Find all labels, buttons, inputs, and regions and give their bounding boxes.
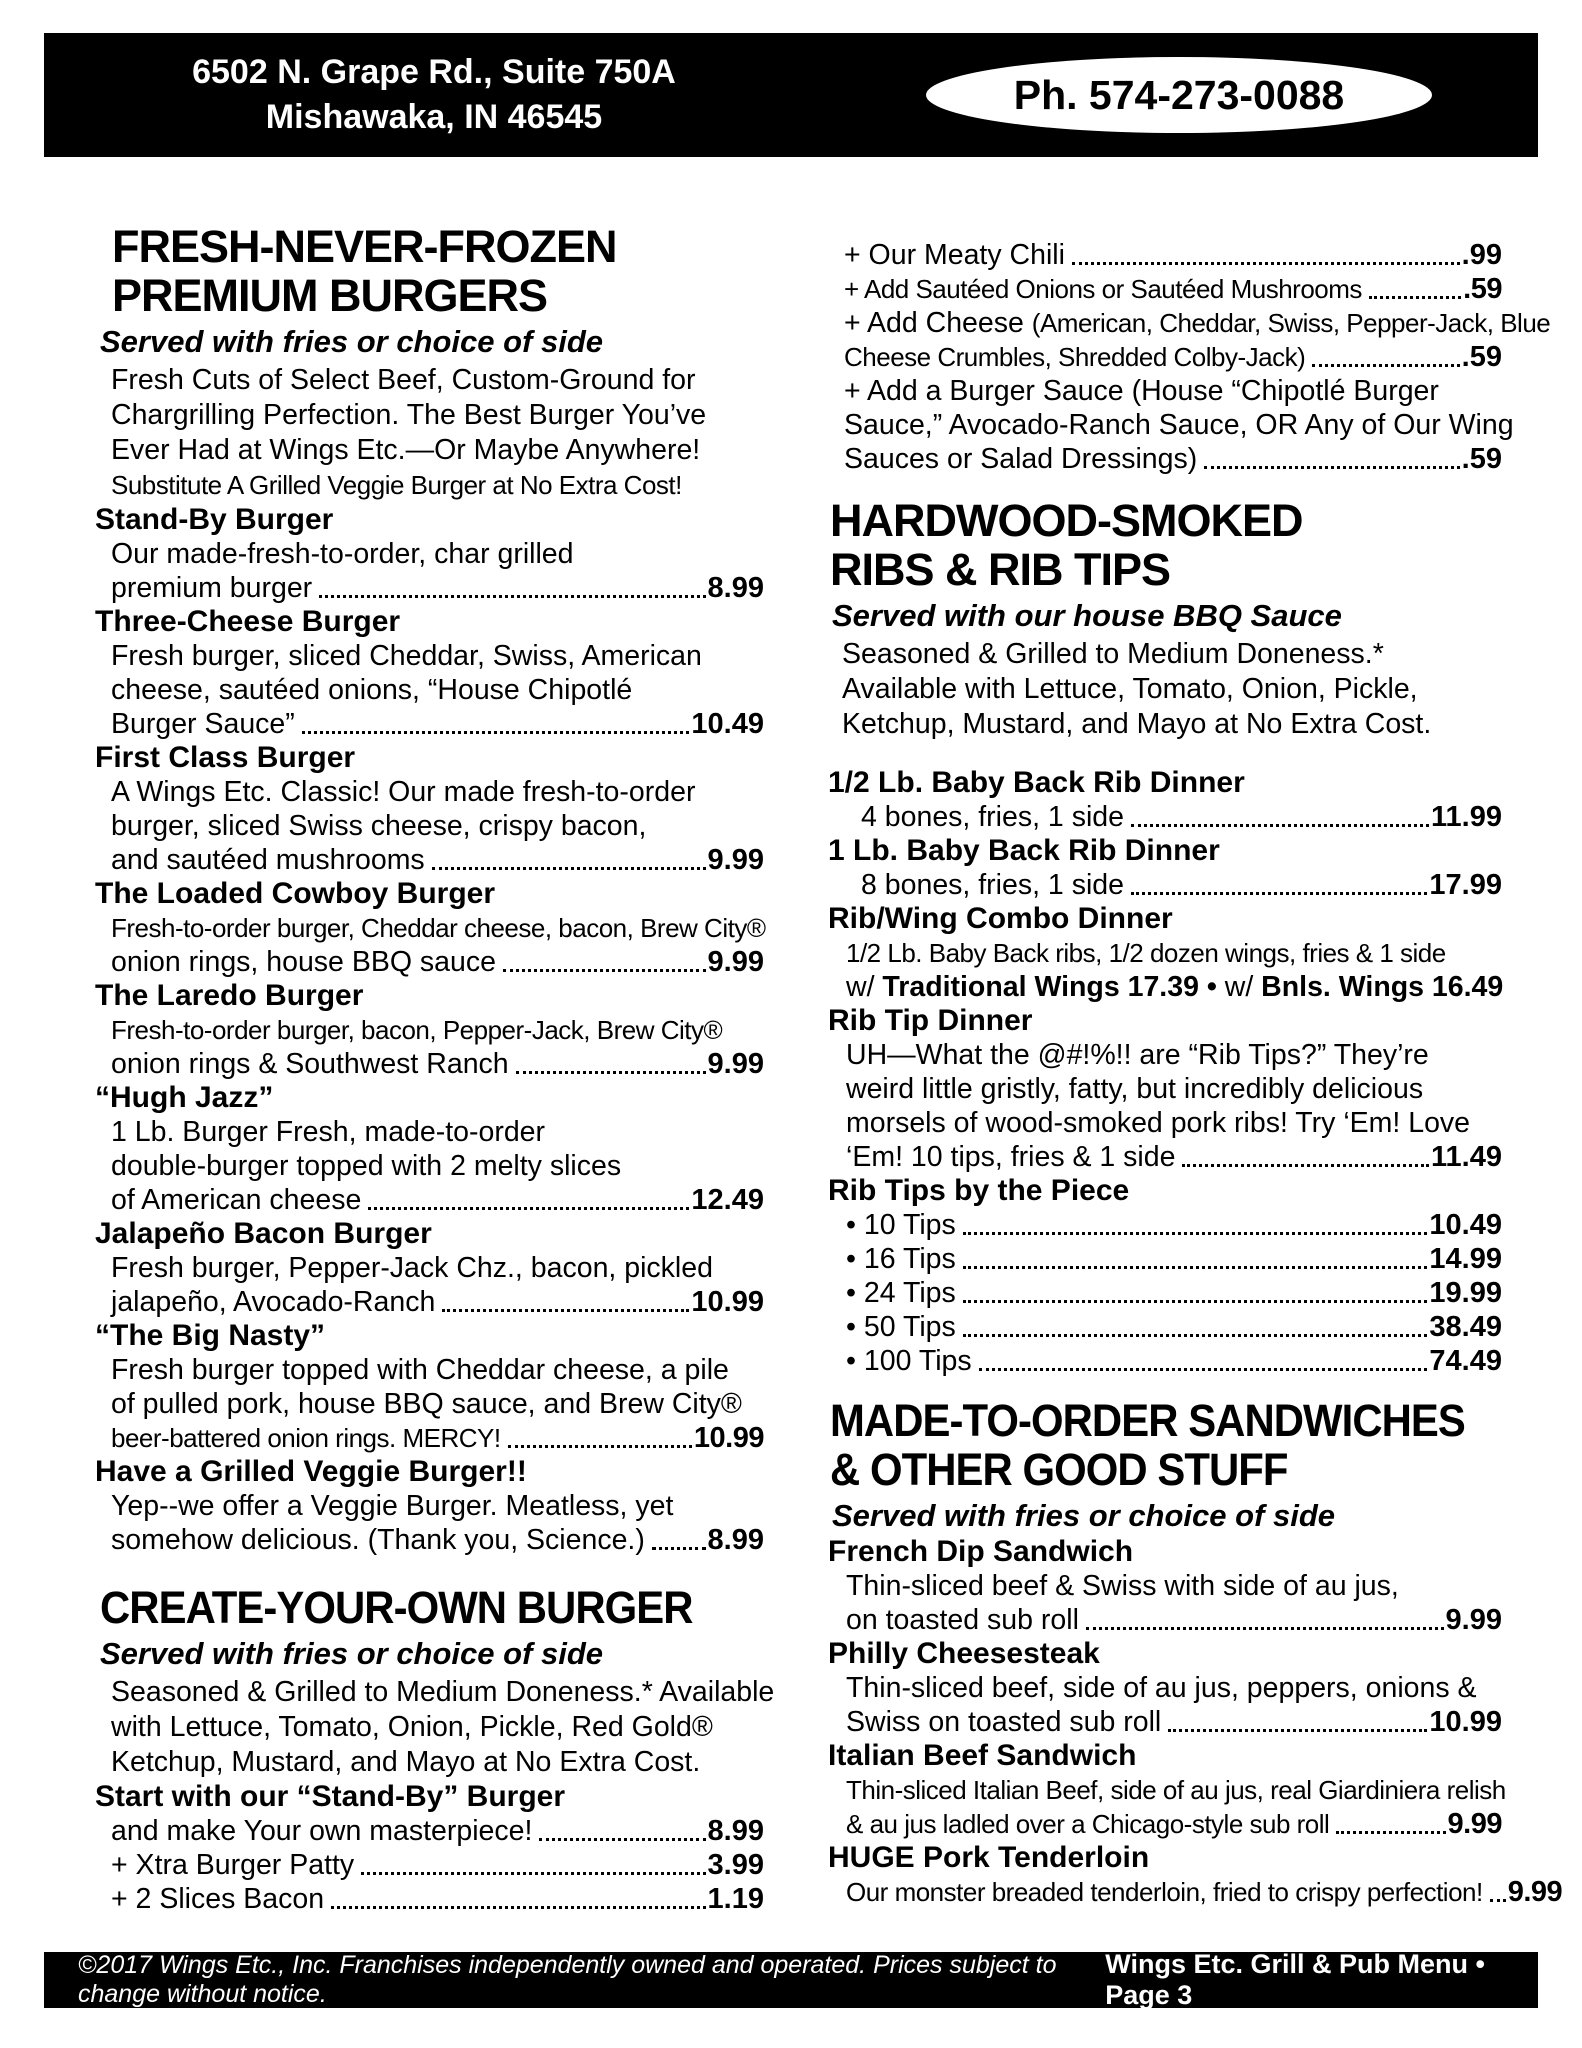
menu-item xyxy=(72,1319,764,1455)
item-description-line xyxy=(72,1013,764,1047)
intro-line: Ketchup, Mustard, and Mayo at No Extra Cost. xyxy=(842,708,1432,740)
item-description-line xyxy=(828,1603,1502,1637)
price-dots-leader xyxy=(963,1266,1428,1269)
item-description-text: of pulled pork, house BBQ sauce, and Brew City® xyxy=(111,1388,742,1420)
item-price: 3.99 xyxy=(707,1849,764,1881)
section-subtitle: Served with fries or choice of side xyxy=(832,1498,1336,1533)
item-description-text: Our monster breaded tenderloin, fried to crispy perfection! xyxy=(846,1877,1483,1907)
item-price: .99 xyxy=(1461,239,1502,271)
item-description-line xyxy=(72,707,764,741)
item-name: 1 Lb. Baby Back Rib Dinner xyxy=(828,834,1220,867)
item-description-line xyxy=(72,809,764,843)
price-dots-leader xyxy=(503,969,706,972)
item-description-text xyxy=(844,306,1550,340)
menu-item xyxy=(828,1841,1563,1909)
item-description-line xyxy=(72,945,764,979)
price-dots-leader xyxy=(508,1445,692,1448)
address-line-1: 6502 N. Grape Rd., Suite 750A xyxy=(192,53,676,91)
menu-item xyxy=(828,902,1502,1004)
phone-oval xyxy=(926,57,1432,133)
item-description-text: • 100 Tips xyxy=(846,1345,972,1377)
item-description-text: • 16 Tips xyxy=(846,1243,956,1275)
item-price: .59 xyxy=(1461,443,1502,475)
item-name: Rib/Wing Combo Dinner xyxy=(828,902,1173,935)
item-description-line xyxy=(828,1038,1502,1072)
item-description-text: somehow delicious. (Thank you, Science.) xyxy=(111,1524,645,1556)
item-description-text: beer-battered onion rings. MERCY! xyxy=(111,1423,501,1453)
item-description-line xyxy=(828,1276,1502,1310)
price-dots-leader xyxy=(368,1207,689,1210)
price-dots-leader xyxy=(1369,296,1461,299)
item-price: 10.99 xyxy=(693,1422,764,1454)
item-name: Rib Tip Dinner xyxy=(828,1004,1033,1037)
item-name: Rib Tips by the Piece xyxy=(828,1174,1130,1207)
price-dots-leader xyxy=(1086,1627,1444,1630)
price-dots-leader xyxy=(963,1300,1428,1303)
item-description-text: • 24 Tips xyxy=(846,1277,956,1309)
menu-item xyxy=(828,1004,1502,1174)
menu-item xyxy=(72,1081,764,1217)
item-description-text: onion rings & Southwest Ranch xyxy=(111,1048,509,1080)
intro-line: Fresh Cuts of Select Beef, Custom-Ground for xyxy=(111,364,696,396)
price-dots-leader xyxy=(652,1547,706,1550)
item-price: 9.99 xyxy=(707,1048,764,1080)
item-description-text xyxy=(846,970,1503,1004)
item-description-line xyxy=(72,1882,764,1916)
item-description-line xyxy=(72,1183,764,1217)
price-dots-leader xyxy=(1336,1831,1445,1834)
section-title xyxy=(828,496,1502,594)
item-description-text: 8 bones, fries, 1 side xyxy=(861,869,1124,901)
item-description-line xyxy=(72,1814,764,1848)
item-price: 1.19 xyxy=(707,1883,764,1915)
item-description-text: • 10 Tips xyxy=(846,1209,956,1241)
item-description-line xyxy=(828,1106,1502,1140)
item-price: 38.49 xyxy=(1429,1311,1502,1343)
text-segment: Bnls. Wings 16.49 xyxy=(1261,971,1504,1003)
item-description-text: onion rings, house BBQ sauce xyxy=(111,946,496,978)
item-description-line xyxy=(828,1705,1502,1739)
intro-line: Seasoned & Grilled to Medium Doneness.* xyxy=(842,638,1384,670)
item-price: 17.99 xyxy=(1429,869,1502,901)
item-price: .59 xyxy=(1461,341,1502,373)
price-dots-leader xyxy=(361,1872,705,1875)
item-description-text: A Wings Etc. Classic! Our made fresh-to-order xyxy=(111,776,696,808)
item-description-line xyxy=(828,1310,1502,1344)
price-dots-leader xyxy=(319,595,705,598)
item-description-line xyxy=(72,775,764,809)
item-price: 14.99 xyxy=(1429,1243,1502,1275)
price-dots-leader xyxy=(1131,892,1427,895)
item-price: 9.99 xyxy=(1445,1604,1502,1636)
item-price: .59 xyxy=(1463,273,1502,305)
price-dots-leader xyxy=(1312,364,1459,367)
text-segment: w/ xyxy=(1224,971,1262,1003)
price-dots-leader xyxy=(302,731,690,734)
item-price: 10.99 xyxy=(1429,1706,1502,1738)
item-description-line xyxy=(828,1807,1502,1841)
item-description-line xyxy=(72,673,764,707)
item-name: Philly Cheesesteak xyxy=(828,1637,1100,1670)
item-price: 8.99 xyxy=(707,1524,764,1556)
item-description-text: + 2 Slices Bacon xyxy=(111,1883,325,1915)
item-description-line xyxy=(828,1344,1502,1378)
price-dots-leader xyxy=(442,1309,689,1312)
menu-item xyxy=(828,1174,1502,1378)
menu-item xyxy=(72,1780,764,1916)
addon-line xyxy=(828,238,1502,272)
item-description-text: + Add Sautéed Onions or Sautéed Mushrooms xyxy=(844,274,1362,304)
item-name: 1/2 Lb. Baby Back Rib Dinner xyxy=(828,766,1245,799)
item-description-text: of American cheese xyxy=(111,1184,362,1216)
item-description-text: and make Your own masterpiece! xyxy=(111,1815,533,1847)
item-description-text: Thin-sliced beef & Swiss with side of au jus, xyxy=(846,1570,1399,1602)
item-description-text: 4 bones, fries, 1 side xyxy=(861,801,1124,833)
menu-item xyxy=(72,979,764,1081)
item-description-line xyxy=(828,1072,1502,1106)
menu-item xyxy=(828,1535,1502,1637)
footer-bar xyxy=(44,1949,1538,2010)
intro-line: Ketchup, Mustard, and Mayo at No Extra Cost. xyxy=(111,1746,701,1778)
price-dots-leader xyxy=(539,1838,705,1841)
item-description-text: UH—What the @#!%!! are “Rib Tips?” They’re xyxy=(846,1039,1429,1071)
item-description-text: Fresh burger topped with Cheddar cheese, a pile xyxy=(111,1354,729,1386)
text-segment: Cheese Crumbles, Shredded Colby-Jack) xyxy=(844,342,1306,372)
item-description-line xyxy=(828,1773,1506,1807)
text-segment: w/ xyxy=(846,971,883,1003)
item-name: Stand-By Burger xyxy=(95,503,334,536)
item-price: 8.99 xyxy=(707,1815,764,1847)
item-description-text: & au jus ladled over a Chicago-style sub roll xyxy=(846,1809,1330,1839)
item-description-line xyxy=(72,1047,764,1081)
item-name: HUGE Pork Tenderloin xyxy=(828,1841,1150,1874)
item-price: 9.99 xyxy=(1447,1808,1502,1840)
item-description-text: Sauces or Salad Dressings) xyxy=(844,443,1198,475)
menu-item xyxy=(828,1739,1506,1841)
intro-line: Ever Had at Wings Etc.—Or Maybe Anywhere! xyxy=(111,434,701,466)
section-subtitle: Served with fries or choice of side xyxy=(100,324,604,359)
item-description-text: and sautéed mushrooms xyxy=(111,844,425,876)
item-description-text: burger, sliced Swiss cheese, crispy bacon, xyxy=(111,810,647,842)
text-segment: + Add Cheese xyxy=(844,307,1032,339)
footer-page-label: Wings Etc. Grill & Pub Menu • Page 3 xyxy=(1105,1949,1485,2010)
section-subtitle: Served with fries or choice of side xyxy=(100,1636,604,1671)
item-description-line xyxy=(72,537,764,571)
item-price: 74.49 xyxy=(1429,1345,1502,1377)
item-name: French Dip Sandwich xyxy=(828,1535,1134,1568)
item-description-line xyxy=(828,800,1502,834)
menu-item xyxy=(72,1455,764,1557)
menu-item xyxy=(72,741,764,877)
item-description-text: morsels of wood-smoked pork ribs! Try ‘Em! Love xyxy=(846,1107,1471,1139)
header-bar xyxy=(44,33,1538,157)
section-intro xyxy=(828,637,1502,742)
item-description-text: Our made-fresh-to-order, char grilled xyxy=(111,538,574,570)
menu-item xyxy=(72,1217,764,1319)
item-description-line xyxy=(828,1242,1502,1276)
item-price: 8.99 xyxy=(707,572,764,604)
menu-item xyxy=(72,605,764,741)
item-description-text: Fresh burger, sliced Cheddar, Swiss, American xyxy=(111,640,702,672)
intro-line: Seasoned & Grilled to Medium Doneness.* Available xyxy=(111,1676,775,1708)
menu-column-left xyxy=(72,212,775,1916)
item-description-line xyxy=(72,1421,764,1455)
price-dots-leader xyxy=(331,1906,705,1909)
item-price: 11.49 xyxy=(1431,1141,1502,1173)
addon-line xyxy=(828,306,1551,340)
item-description-line xyxy=(828,868,1502,902)
price-dots-leader xyxy=(979,1368,1428,1371)
section-title-line: & OTHER GOOD STUFF xyxy=(830,1444,1288,1495)
item-description-text: jalapeño, Avocado-Ranch xyxy=(111,1286,436,1318)
item-description-text: Fresh-to-order burger, Cheddar cheese, bacon, Brew City® xyxy=(111,913,766,943)
menu-item xyxy=(828,306,1551,374)
item-description-line xyxy=(828,1140,1502,1174)
item-price: 9.99 xyxy=(707,946,764,978)
item-description-line xyxy=(72,1251,764,1285)
item-description-text: Fresh burger, Pepper-Jack Chz., bacon, pickled xyxy=(111,1252,713,1284)
item-description-line xyxy=(72,1149,764,1183)
item-description-line xyxy=(828,1671,1502,1705)
section-title-line: CREATE-YOUR-OWN BURGER xyxy=(100,1582,693,1633)
item-description-line xyxy=(828,1208,1502,1242)
menu-item xyxy=(828,238,1502,272)
item-description-text: Thin-sliced Italian Beef, side of au jus, real Giardiniera relish xyxy=(846,1775,1506,1805)
section-subtitle: Served with our house BBQ Sauce xyxy=(832,598,1342,633)
price-dots-leader xyxy=(1131,824,1429,827)
item-description-text: 1/2 Lb. Baby Back ribs, 1/2 dozen wings, fries & 1 side xyxy=(846,938,1446,968)
item-name: Have a Grilled Veggie Burger!! xyxy=(95,1455,527,1488)
item-description-text: Yep--we offer a Veggie Burger. Meatless, yet xyxy=(111,1490,674,1522)
item-description-text: Sauce,” Avocado-Ranch Sauce, OR Any of Our Wing xyxy=(844,409,1514,441)
item-description-line xyxy=(72,1285,764,1319)
section-title-line: RIBS & RIB TIPS xyxy=(830,544,1171,595)
item-name: First Class Burger xyxy=(95,741,356,774)
address-line-2: Mishawaka, IN 46545 xyxy=(265,98,603,136)
item-price: 9.99 xyxy=(1507,1876,1563,1908)
text-segment: • xyxy=(1198,971,1225,1003)
item-description-line xyxy=(72,571,764,605)
section-title-line: PREMIUM BURGERS xyxy=(112,270,548,321)
phone-number: Ph. 574-273-0088 xyxy=(1013,71,1345,118)
section-title xyxy=(72,222,764,320)
text-segment: Traditional Wings 17.39 xyxy=(882,971,1199,1003)
item-description-line xyxy=(72,843,764,877)
item-description-text: premium burger xyxy=(111,572,313,604)
item-description-line xyxy=(72,639,764,673)
menu-column-right xyxy=(828,212,1563,1909)
item-description-text: 1 Lb. Burger Fresh, made-to-order xyxy=(111,1116,546,1148)
price-dots-leader xyxy=(1072,262,1460,265)
item-description-line xyxy=(72,911,764,945)
item-price: 10.49 xyxy=(1429,1209,1502,1241)
item-description-text: cheese, sautéed onions, “House Chipotlé xyxy=(111,674,633,706)
item-description-line xyxy=(72,1353,764,1387)
item-description-line xyxy=(828,970,1502,1004)
item-description-text: ‘Em! 10 tips, fries & 1 side xyxy=(846,1141,1176,1173)
item-description-line xyxy=(72,1489,764,1523)
price-dots-leader xyxy=(1204,466,1459,469)
item-name: The Laredo Burger xyxy=(95,979,364,1012)
item-description-line xyxy=(828,1569,1502,1603)
item-name: Jalapeño Bacon Burger xyxy=(95,1217,432,1250)
addon-line xyxy=(828,408,1514,442)
section-title xyxy=(828,1396,1502,1494)
section-intro xyxy=(72,1675,775,1780)
section-title-line: HARDWOOD-SMOKED xyxy=(830,495,1303,546)
item-description-text: Fresh-to-order burger, bacon, Pepper-Jack, Brew City® xyxy=(111,1015,723,1045)
price-dots-leader xyxy=(432,867,706,870)
item-name: Italian Beef Sandwich xyxy=(828,1739,1137,1772)
price-dots-leader xyxy=(963,1232,1428,1235)
addon-line xyxy=(828,340,1502,374)
item-description-text: Swiss on toasted sub roll xyxy=(846,1706,1162,1738)
price-dots-leader xyxy=(963,1334,1428,1337)
menu-item xyxy=(828,272,1502,306)
text-segment: (American, Cheddar, Swiss, Pepper-Jack, Blue xyxy=(1031,308,1551,338)
restaurant-address xyxy=(184,50,684,140)
item-price: 11.99 xyxy=(1431,801,1502,833)
item-name: The Loaded Cowboy Burger xyxy=(95,877,496,910)
item-price: 19.99 xyxy=(1429,1277,1502,1309)
item-description-text: + Our Meaty Chili xyxy=(844,239,1065,271)
item-name: “The Big Nasty” xyxy=(95,1319,326,1352)
item-description-text: on toasted sub roll xyxy=(846,1604,1079,1636)
item-price: 10.99 xyxy=(691,1286,764,1318)
menu-item xyxy=(828,374,1514,476)
intro-line: with Lettuce, Tomato, Onion, Pickle, Red Gold® xyxy=(111,1711,713,1743)
price-dots-leader xyxy=(1490,1899,1506,1902)
item-description-text: double-burger topped with 2 melty slices xyxy=(111,1150,622,1182)
item-description-text xyxy=(844,340,1305,374)
item-name: Three-Cheese Burger xyxy=(95,605,401,638)
footer-copyright: ©2017 Wings Etc., Inc. Franchises independently owned and operated. Prices subject to change without notice. xyxy=(78,1951,1057,2008)
section-intro xyxy=(72,363,764,503)
menu-item xyxy=(828,834,1502,902)
price-dots-leader xyxy=(516,1071,706,1074)
item-description-text: + Xtra Burger Patty xyxy=(111,1849,355,1881)
item-description-line xyxy=(72,1523,764,1557)
item-description-text: • 50 Tips xyxy=(846,1311,956,1343)
menu-item xyxy=(72,503,764,605)
menu-item xyxy=(828,1637,1502,1739)
item-name: Start with our “Stand-By” Burger xyxy=(95,1780,566,1813)
item-price: 10.49 xyxy=(691,708,764,740)
item-description-text: weird little gristly, fatty, but incredibly delicious xyxy=(846,1073,1424,1105)
item-price: 12.49 xyxy=(691,1184,764,1216)
item-description-line xyxy=(72,1387,764,1421)
addon-line xyxy=(828,374,1502,408)
item-price: 9.99 xyxy=(707,844,764,876)
intro-line: Available with Lettuce, Tomato, Onion, Pickle, xyxy=(842,673,1418,705)
addon-line xyxy=(828,272,1502,306)
section-title-line: FRESH-NEVER-FROZEN xyxy=(112,221,617,272)
item-description-line xyxy=(828,1875,1563,1909)
intro-line: Substitute A Grilled Veggie Burger at No Extra Cost! xyxy=(111,470,682,500)
section-title-line: MADE-TO-ORDER SANDWICHES xyxy=(830,1395,1465,1446)
item-description-text: Thin-sliced beef, side of au jus, peppers, onions & xyxy=(846,1672,1477,1704)
intro-line: Chargrilling Perfection. The Best Burger You’ve xyxy=(111,399,707,431)
item-description-line xyxy=(828,936,1502,970)
section-title xyxy=(72,1583,764,1632)
menu-item xyxy=(72,877,764,979)
price-dots-leader xyxy=(1182,1164,1429,1167)
item-description-text: + Add a Burger Sauce (House “Chipotlé Burger xyxy=(844,375,1439,407)
item-description-line xyxy=(72,1848,764,1882)
addon-line xyxy=(828,442,1502,476)
price-dots-leader xyxy=(1168,1729,1427,1732)
item-name: “Hugh Jazz” xyxy=(95,1081,274,1114)
item-description-line xyxy=(72,1115,764,1149)
menu-item xyxy=(828,766,1502,834)
item-description-text: Burger Sauce” xyxy=(111,708,295,740)
